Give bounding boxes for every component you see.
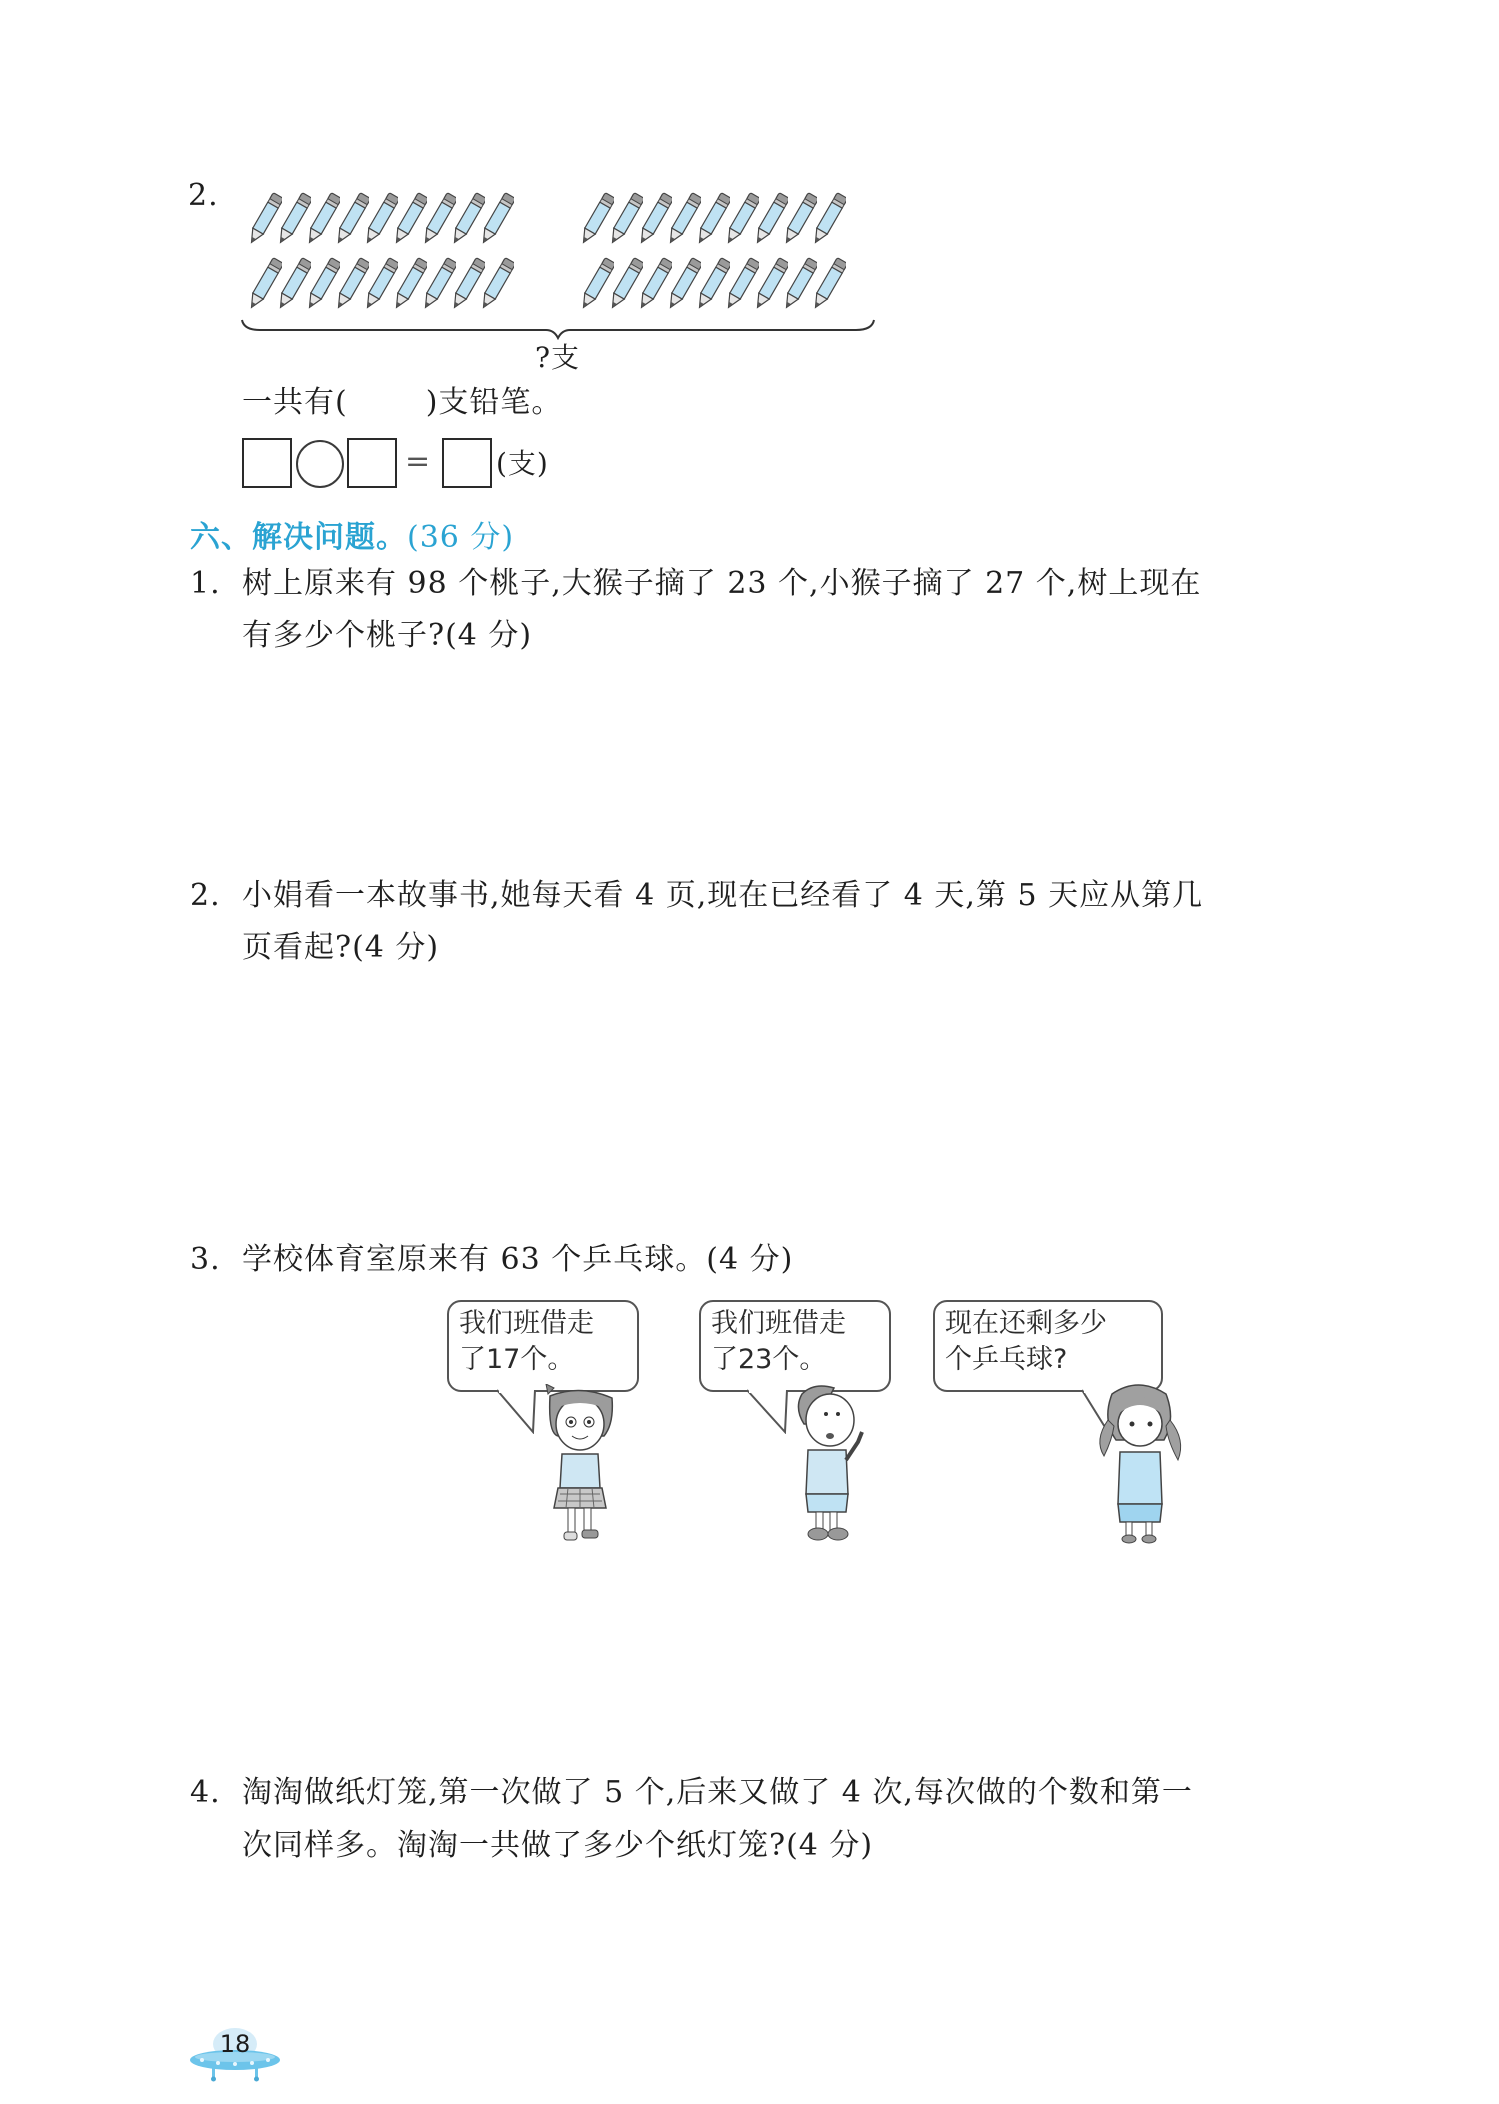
question-number: 2.: [188, 178, 219, 213]
pencil-icon: [480, 253, 509, 315]
pencil-icon: [451, 253, 480, 315]
result-box[interactable]: [442, 438, 492, 488]
pencil-row: [248, 188, 509, 250]
operator-circle[interactable]: [296, 440, 344, 488]
pencil-icon: [422, 253, 451, 315]
operand-box-1[interactable]: [242, 438, 292, 488]
boy-character-icon: [786, 1384, 876, 1544]
question-text-line2: 页看起?(4 分): [242, 930, 440, 965]
pencil-icon: [783, 188, 812, 250]
bubble-line2: 了23个。: [711, 1344, 827, 1375]
pencil-icon: [725, 188, 754, 250]
bubble-line1: 现在还剩多少: [945, 1308, 1107, 1339]
answer-area-3[interactable]: [242, 1560, 1402, 1740]
speech-bubble-1: [447, 1300, 639, 1392]
unit-label: (支): [496, 447, 549, 480]
pencil-icon: [364, 253, 393, 315]
pencil-icon: [667, 253, 696, 315]
answer-area-4[interactable]: [242, 1880, 1402, 2010]
question-number: 3.: [190, 1242, 221, 1277]
fill-sentence: [242, 385, 562, 421]
question-text-line1: 小娟看一本故事书,她每天看 4 页,现在已经看了 4 天,第 5 天应从第几: [242, 878, 1204, 913]
fill-sentence-after: )支铅笔。: [425, 385, 563, 420]
fill-sentence-before: 一共有(: [242, 385, 348, 420]
pencil-icon: [783, 253, 812, 315]
pencil-icon: [393, 188, 422, 250]
section-score: (36 分): [407, 520, 515, 555]
pencil-icon: [277, 253, 306, 315]
pencil-icon: [725, 253, 754, 315]
question-text-line2: 次同样多。淘淘一共做了多少个纸灯笼?(4 分): [242, 1828, 874, 1863]
page-number: 18: [219, 2030, 251, 2058]
pencil-row: [580, 253, 841, 315]
answer-area-2[interactable]: [242, 985, 1402, 1205]
pencil-icon: [335, 253, 364, 315]
pencil-icon: [696, 188, 725, 250]
pencil-icon: [335, 188, 364, 250]
pencil-icon: [609, 253, 638, 315]
bubble-line1: 我们班借走: [711, 1308, 846, 1339]
pencil-icon: [393, 253, 422, 315]
question-text-line1: 学校体育室原来有 63 个乒乓球。(4 分): [242, 1242, 794, 1277]
answer-area-1[interactable]: [242, 670, 1402, 840]
pencil-icon: [277, 188, 306, 250]
pencil-row: [248, 253, 509, 315]
question-2: [190, 878, 1203, 914]
pencil-icon: [667, 188, 696, 250]
section-title-text: 六、解决问题。: [190, 520, 407, 555]
pencil-icon: [638, 253, 667, 315]
brace-icon: [240, 318, 876, 340]
bubble-line2: 了17个。: [459, 1344, 575, 1375]
brace-label: ?支: [535, 341, 581, 374]
pencil-icon: [480, 188, 509, 250]
pencil-icon: [696, 253, 725, 315]
pencil-row: [580, 188, 841, 250]
bubble-tail-icon: [495, 1388, 545, 1434]
pencil-icon: [580, 188, 609, 250]
question-number: 2.: [190, 878, 221, 913]
pencil-icon: [580, 253, 609, 315]
pencil-icon: [638, 188, 667, 250]
page-number-badge: [188, 2026, 282, 2084]
pencil-icon: [754, 188, 783, 250]
girl-character-2-icon: [1090, 1380, 1190, 1545]
pencil-icon: [306, 253, 335, 315]
question-text-line1: 树上原来有 98 个桃子,大猴子摘了 23 个,小猴子摘了 27 个,树上现在: [242, 566, 1202, 601]
question-3: [190, 1242, 793, 1278]
speech-bubble-3: [933, 1300, 1163, 1392]
equals-sign: =: [405, 444, 432, 479]
pencil-icon: [306, 188, 335, 250]
pencil-icon: [422, 188, 451, 250]
question-number: 1.: [190, 566, 221, 601]
girl-character-1-icon: [540, 1384, 620, 1544]
question-number: 4.: [190, 1775, 221, 1810]
pencil-icon: [754, 253, 783, 315]
pencil-icon: [364, 188, 393, 250]
question-1: [190, 566, 1201, 602]
pencil-icon: [451, 188, 480, 250]
speech-bubble-2: [699, 1300, 891, 1392]
pencil-icon: [248, 188, 277, 250]
section-title: [190, 512, 514, 556]
pencil-icon: [812, 253, 841, 315]
pencil-icon: [609, 188, 638, 250]
question-4: [190, 1775, 1193, 1811]
pencil-icon: [812, 188, 841, 250]
bubble-line1: 我们班借走: [459, 1308, 594, 1339]
question-text-line2: 有多少个桃子?(4 分): [242, 618, 533, 653]
operand-box-2[interactable]: [347, 438, 397, 488]
pencil-icon: [248, 253, 277, 315]
bubble-line2: 个乒乓球?: [945, 1344, 1068, 1375]
question-text-line1: 淘淘做纸灯笼,第一次做了 5 个,后来又做了 4 次,每次做的个数和第一: [242, 1775, 1193, 1810]
